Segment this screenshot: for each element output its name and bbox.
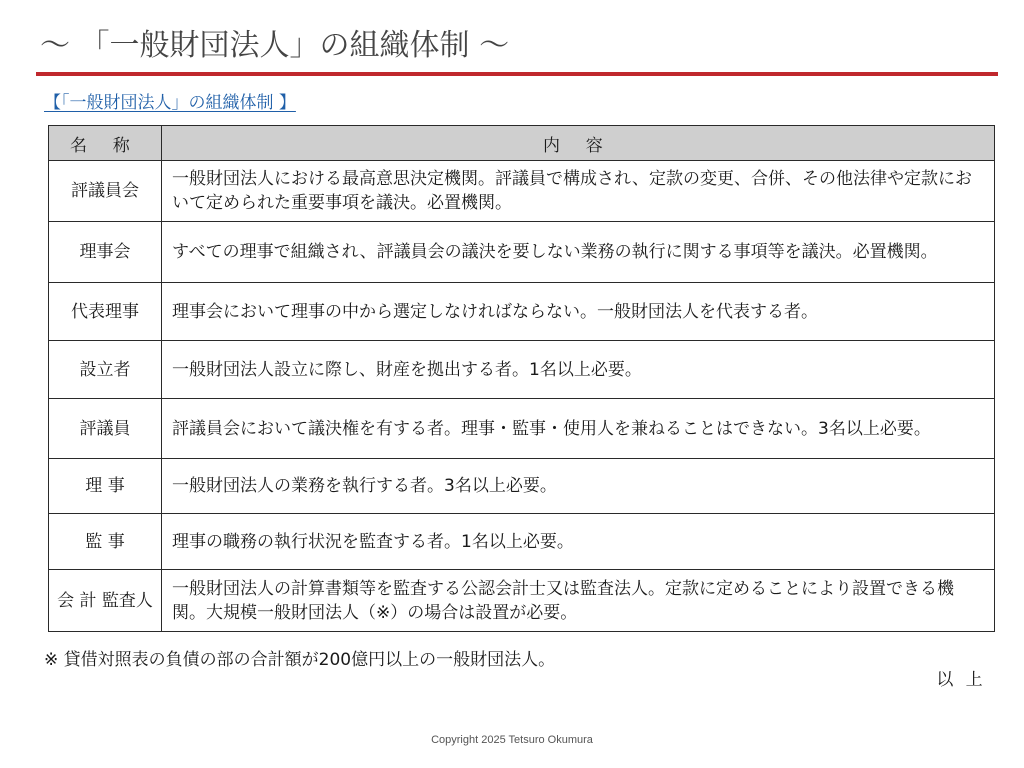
table-row bbox=[49, 459, 995, 514]
row-content: 一般財団法人における最高意思決定機関。評議員で構成され、定款の変更、合併、その他法律や定款において定められた重要事項を議決。必置機関。 bbox=[162, 161, 995, 222]
page-title: ～ 「一般財団法人」の組織体制 ～ bbox=[40, 28, 510, 63]
section-subtitle: 【「一般財団法人」の組織体制 】 bbox=[44, 93, 296, 113]
header-content: 内 容 bbox=[162, 126, 995, 161]
table-row bbox=[49, 341, 995, 399]
row-name: 理 事 bbox=[49, 459, 162, 514]
row-content: 理事会において理事の中から選定しなければならない。一般財団法人を代表する者。 bbox=[162, 283, 995, 341]
row-content: 一般財団法人の業務を執行する者。3名以上必要。 bbox=[162, 459, 995, 514]
header-name: 名 称 bbox=[49, 126, 162, 161]
table-row bbox=[49, 161, 995, 222]
row-name: 代表理事 bbox=[49, 283, 162, 341]
title-divider bbox=[36, 72, 998, 76]
row-name: 評議員会 bbox=[49, 161, 162, 222]
end-mark: 以 上 bbox=[936, 670, 986, 690]
table-row bbox=[49, 222, 995, 283]
footnote: ※ 貸借対照表の負債の部の合計額が200億円以上の一般財団法人。 bbox=[44, 650, 556, 670]
row-content: 一般財団法人設立に際し、財産を拠出する者。1名以上必要。 bbox=[162, 341, 995, 399]
copyright-notice: Copyright 2025 Tetsuro Okumura bbox=[431, 734, 593, 746]
table-header-row bbox=[49, 126, 995, 161]
row-name: 理事会 bbox=[49, 222, 162, 283]
row-name: 評議員 bbox=[49, 399, 162, 459]
table-row bbox=[49, 514, 995, 570]
row-content: 理事の職務の執行状況を監査する者。1名以上必要。 bbox=[162, 514, 995, 570]
table-row bbox=[49, 283, 995, 341]
row-content: 評議員会において議決権を有する者。理事・監事・使用人を兼ねることはできない。3名以上必要。 bbox=[162, 399, 995, 459]
row-name: 監 事 bbox=[49, 514, 162, 570]
row-content: すべての理事で組織され、評議員会の議決を要しない業務の執行に関する事項等を議決。必置機関。 bbox=[162, 222, 995, 283]
row-content: 一般財団法人の計算書類等を監査する公認会計士又は監査法人。定款に定めることにより設置できる機関。大規模一般財団法人（※）の場合は設置が必要。 bbox=[162, 570, 995, 632]
row-name: 会 計 監査人 bbox=[49, 570, 162, 632]
organization-table bbox=[48, 125, 995, 632]
row-name: 設立者 bbox=[49, 341, 162, 399]
table-row bbox=[49, 399, 995, 459]
table-row bbox=[49, 570, 995, 632]
